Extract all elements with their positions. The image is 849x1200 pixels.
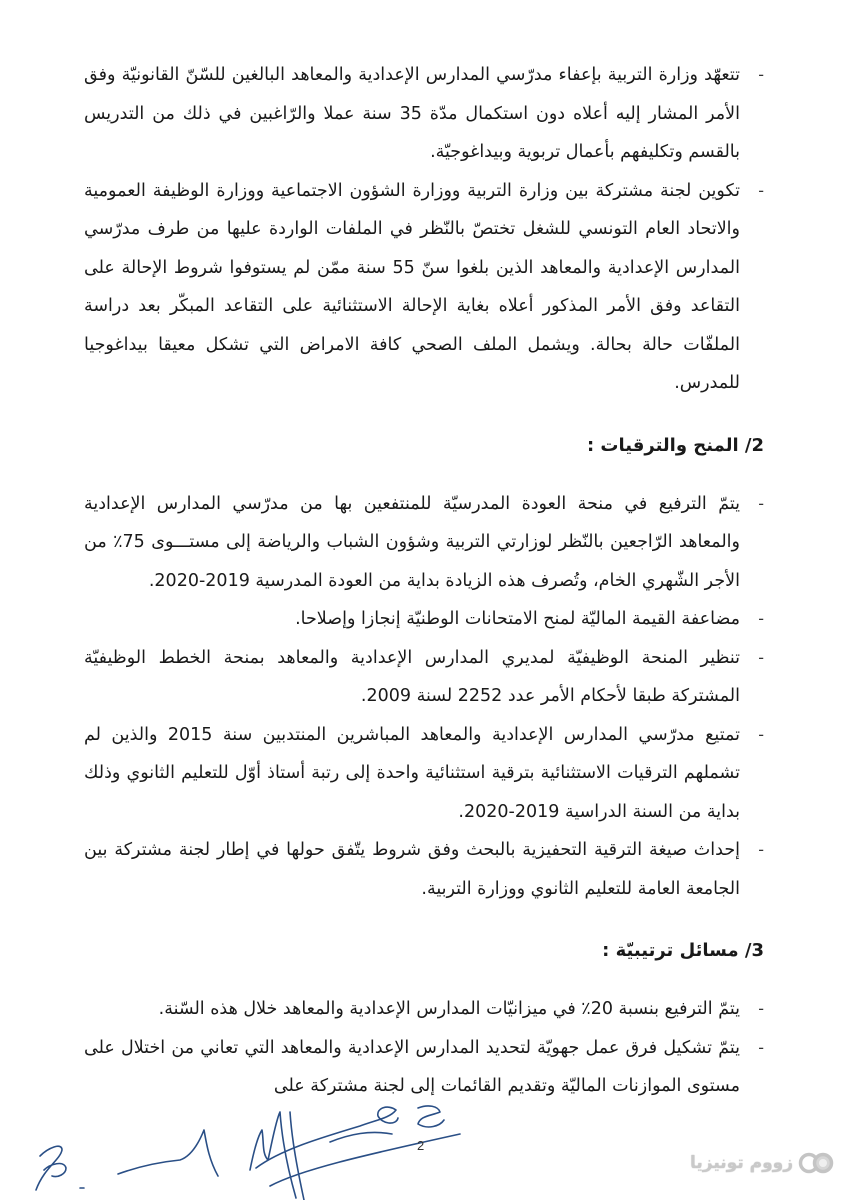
list-item xyxy=(84,831,770,908)
list-item-text: مضاعفة القيمة الماليّة لمنح الامتحانات الوطنيّة إنجازا وإصلاحا. xyxy=(295,609,740,629)
page-number: 2 xyxy=(417,1138,425,1153)
list-item xyxy=(84,485,770,601)
list-item-text: يتمّ تشكيل فرق عمل جهويّة لتحديد المدارس الإعدادية والمعاهد التي تعاني من اختلال على مستوى الموازنات الماليّة وتقديم القائمات إلى لجنة مشتركة على xyxy=(84,1037,740,1096)
dash-bullet-icon: - xyxy=(758,840,764,859)
list-item xyxy=(84,56,770,172)
dash-bullet-icon: - xyxy=(758,647,764,667)
section-title: 3/ مسائل ترتيبيّة : xyxy=(602,940,764,961)
list-item xyxy=(84,600,770,639)
list-item-text: إحداث صيغة الترقية التحفيزية بالبحث وفق شروط يتّفق حولها في إطار لجنة مشتركة بين الجامعة العامة للتعليم الثانوي ووزارة التربية. xyxy=(84,840,740,899)
list-item-text: تمتيع مدرّسي المدارس الإعدادية والمعاهد المباشرين المنتدبين سنة 2015 والذين لم تشملهم الترقيات الاستثنائية بترقية استثنائية واحدة إلى رتبة أستاذ أوّل للتعليم الثانوي وذلك بداية من السنة الدراسية 2019-2020. xyxy=(84,724,740,822)
list-item-text: تنظير المنحة الوظيفيّة لمديري المدارس الإعدادية والمعاهد بمنحة الخطط الوظيفيّة المشتركة طبقا لأحكام الأمر عدد 2252 لسنة 2009. xyxy=(84,647,740,706)
double-circle-logo-icon xyxy=(797,1152,835,1174)
section-title: 2/ المنح والترقيات : xyxy=(586,434,764,456)
list-item-text: تكوين لجنة مشتركة بين وزارة التربية ووزارة الشؤون الاجتماعية ووزارة الوظيفة العمومية والاتحاد العام التونسي للشغل تختصّ بالنّظر في الملفات الواردة عليها من طرف مدرّسي المدارس الإعدادية والمعاهد الذين بلغوا سنّ 55 سنة ممّن لم يستوفوا شروط الإحالة على التقاعد وفق الأمر المذكور أعلاه بغاية الإحالة الاستثنائية على التقاعد المبكّر بعد دراسة الملفّات حالة بحالة. ويشمل الملف الصحي كافة الامراض التي تشكل معيقا بيداغوجيا للمدرس. xyxy=(84,180,740,393)
section-grants-promotions xyxy=(84,427,770,909)
signature-1 xyxy=(36,1146,66,1190)
watermark xyxy=(690,1152,835,1174)
list-item-text: يتمّ الترفيع في منحة العودة المدرسيّة للمنتفعين بها من مدرّسي المدارس الإعدادية والمعاهد الرّاجعين بالنّظر لوزارتي التربية وشؤون الشباب والرياضة إلى مستـــوى 75٪ من الأجر الشّهري الخام، وتُصرف هذه الزيادة بداية من العودة المدرسية 2019-2020. xyxy=(84,493,740,591)
list-item xyxy=(84,639,770,716)
signatures xyxy=(0,1090,849,1200)
dash-bullet-icon: - xyxy=(758,493,764,513)
dash-bullet-icon: - xyxy=(758,999,764,1018)
dash-bullet-icon: - xyxy=(758,1037,764,1057)
list-item xyxy=(84,172,770,403)
section-regulatory-matters xyxy=(84,932,770,1106)
dash-bullet-icon: - xyxy=(758,65,764,84)
dash-bullet-icon: - xyxy=(758,724,764,744)
dash-bullet-icon: - xyxy=(758,609,764,628)
signature-2 xyxy=(118,1130,218,1176)
list-item xyxy=(84,716,770,832)
watermark-text: زووم تونيزيا xyxy=(690,1153,794,1173)
section-retirement xyxy=(84,56,770,403)
dash-bullet-icon: - xyxy=(758,180,764,200)
signature-3 xyxy=(250,1106,460,1200)
list-item-text: تتعهّد وزارة التربية بإعفاء مدرّسي المدارس الإعدادية والمعاهد البالغين للسّنّ القانونيّة وفق الأمر المشار إليه أعلاه دون استكمال مدّة 35 سنة عملا والرّاغبين في ذلك من التدريس بالقسم وتكليفهم بأعمال تربوية وبيداغوجيّة. xyxy=(84,65,740,162)
list-item xyxy=(84,990,770,1029)
document-page xyxy=(84,56,770,1106)
list-item-text: يتمّ الترفيع بنسبة 20٪ في ميزانيّات المدارس الإعدادية والمعاهد خلال هذه السّنة. xyxy=(158,999,740,1019)
